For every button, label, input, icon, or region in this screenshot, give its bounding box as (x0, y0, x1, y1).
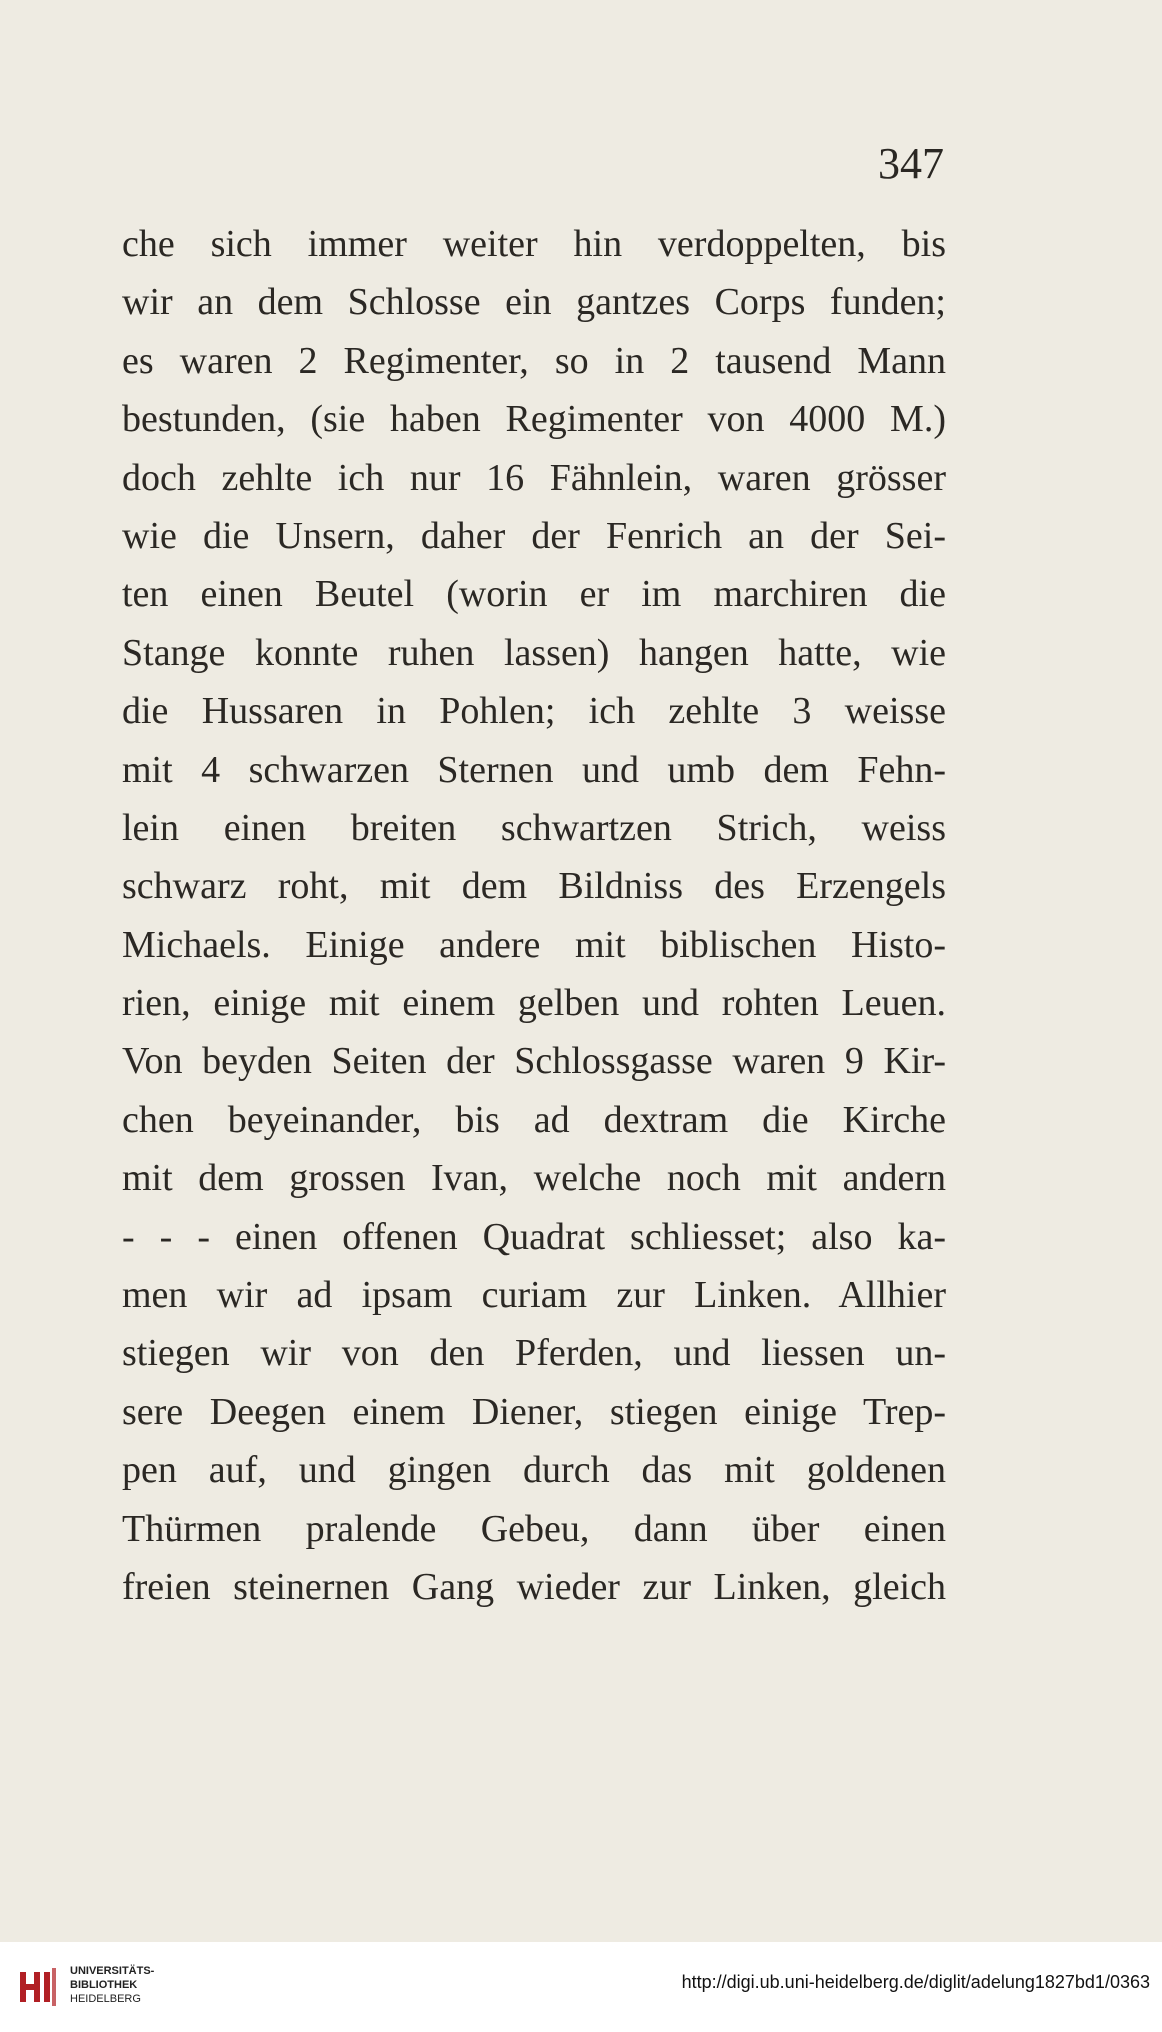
logo-text (70, 1964, 154, 2006)
text-line: die Hussaren in Pohlen; ich zehlte 3 weisse (122, 690, 946, 733)
logo-line: BIBLIOTHEK (70, 1979, 138, 1991)
source-url-link[interactable]: http://digi.ub.uni-heidelberg.de/diglit/adelung1827bd1/0363 (681, 1972, 1150, 1992)
text-line: freien steinernen Gang wieder zur Linken, gleich (122, 1565, 946, 1608)
logo-line: UNIVERSITÄTS- (70, 1965, 155, 1977)
text-line: che sich immer weiter hin verdoppelten, bis (122, 223, 946, 265)
text-line: es waren 2 Regimenter, so in 2 tausend Mann (122, 339, 946, 382)
text-line: Thürmen pralende Gebeu, dann über einen (122, 1507, 946, 1550)
footer-bar (0, 1942, 1162, 2032)
text-line: Von beyden Seiten der Schlossgasse waren 9 Kir- (122, 1040, 946, 1083)
library-logo[interactable] (14, 1962, 154, 2008)
text-line: bestunden, (sie haben Regimenter von 4000 M.) (122, 398, 946, 441)
text-line: ten einen Beutel (worin er im marchiren die (122, 573, 946, 616)
text-line: - - - einen offenen Quadrat schliesset; also ka- (122, 1215, 946, 1258)
body-text (122, 215, 946, 1616)
heidelberg-library-logo-icon (14, 1962, 60, 2008)
text-line: pen auf, und gingen durch das mit goldenen (122, 1449, 946, 1492)
text-line: mit 4 schwarzen Sternen und umb dem Fehn- (122, 748, 946, 791)
text-line: wie die Unsern, daher der Fenrich an der Sei- (122, 514, 946, 557)
text-line: doch zehlte ich nur 16 Fähnlein, waren grösser (122, 456, 946, 499)
text-line: rien, einige mit einem gelben und rohten Leuen. (122, 982, 946, 1025)
text-line: chen beyeinander, bis ad dextram die Kirche (122, 1098, 946, 1141)
text-line: stiegen wir von den Pferden, und liessen un- (122, 1332, 946, 1375)
logo-line: HEIDELBERG (70, 1993, 141, 2005)
page-number: 347 (878, 139, 944, 188)
text-line: mit dem grossen Ivan, welche noch mit andern (122, 1157, 946, 1200)
text-line: sere Deegen einem Diener, stiegen einige Trep- (122, 1390, 946, 1433)
text-line: schwarz roht, mit dem Bildniss des Erzengels (122, 865, 946, 908)
text-line: Michaels. Einige andere mit biblischen Histo- (122, 923, 946, 966)
text-line: lein einen breiten schwartzen Strich, weiss (122, 806, 946, 849)
text-line: wir an dem Schlosse ein gantzes Corps funden; (122, 281, 946, 324)
text-line: men wir ad ipsam curiam zur Linken. Allhier (122, 1274, 946, 1317)
text-line: Stange konnte ruhen lassen) hangen hatte, wie (122, 631, 946, 674)
